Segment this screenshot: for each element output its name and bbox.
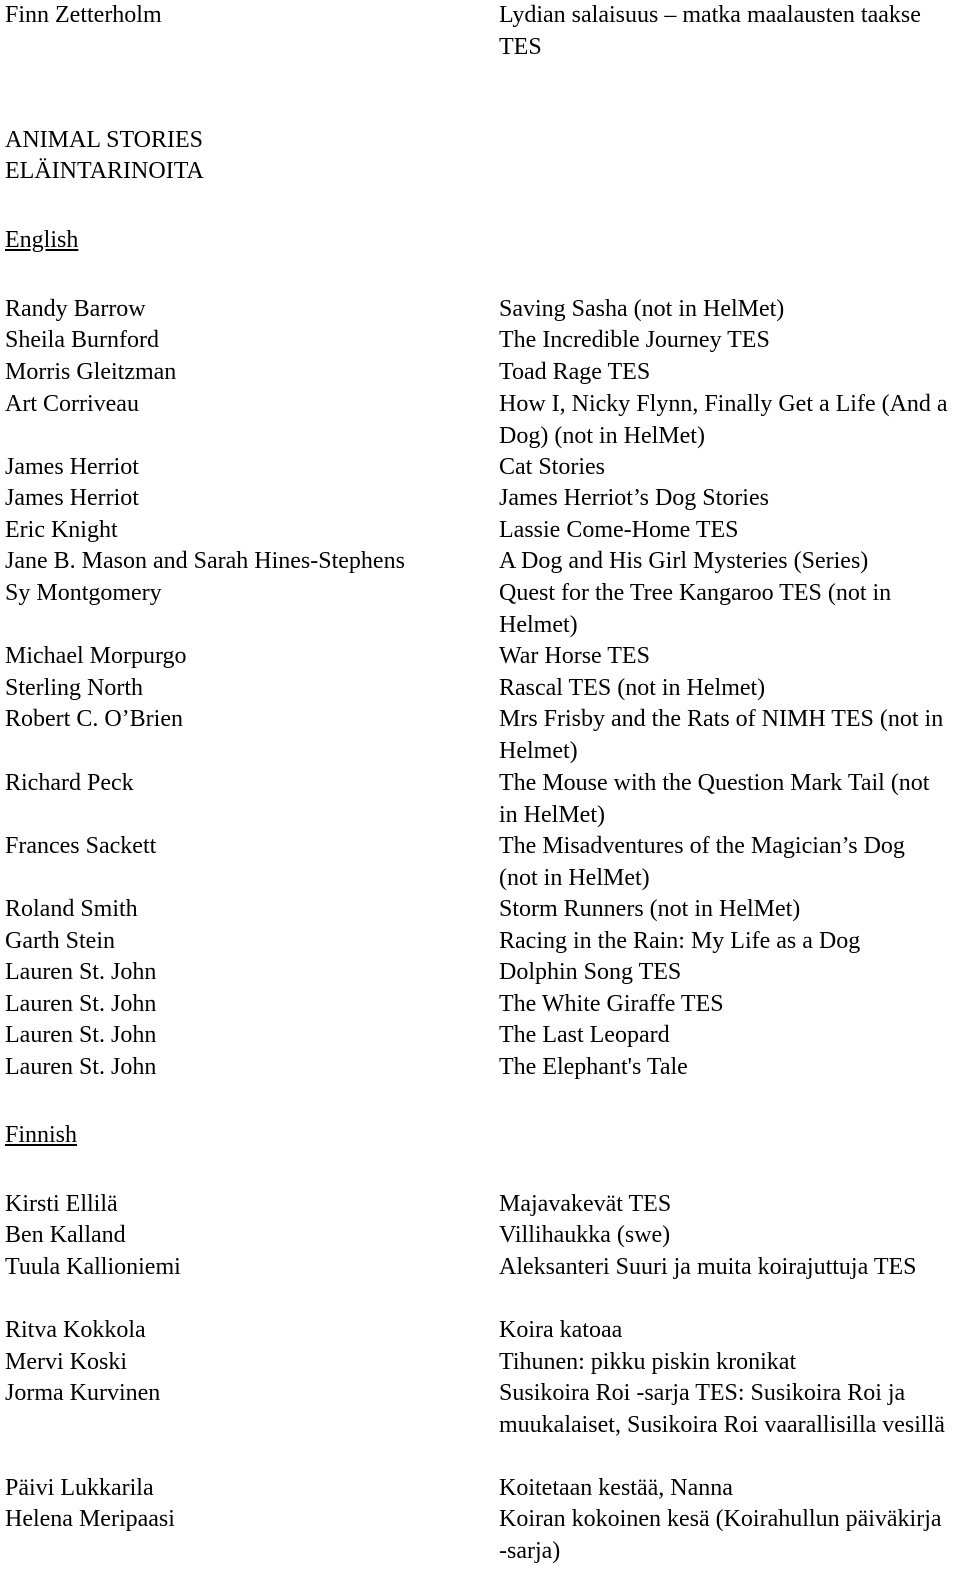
book-title: The Elephant's Tale [499,1054,688,1080]
book-title: A Dog and His Girl Mysteries (Series) [499,548,869,574]
author-name: Art Corriveau [5,391,139,417]
author-name: Mervi Koski [5,1349,127,1375]
book-title: Koitetaan kestää, Nanna [499,1475,733,1501]
book-title: The Misadventures of the Magician’s Dog (not in HelMet) [499,833,905,891]
author-name: James Herriot [5,454,139,480]
author-name: Ritva Kokkola [5,1317,146,1343]
section-heading: ANIMAL STORIES [5,127,204,153]
book-title: The Incredible Journey TES [499,327,770,353]
author-name: James Herriot [5,485,139,511]
author-name: Jorma Kurvinen [5,1380,161,1406]
author-name: Garth Stein [5,928,115,954]
book-title: Quest for the Tree Kangaroo TES (not in Helmet) [499,580,892,638]
author-name: Sy Montgomery [5,580,162,606]
author-name: Sheila Burnford [5,327,159,353]
section-heading-finnish: ELÄINTARINOITA [5,158,204,184]
author-name: Richard Peck [5,770,134,796]
book-title: Susikoira Roi -sarja TES: Susikoira Roi ja muukalaiset, Susikoira Roi vaarallisilla vesillä [499,1380,945,1438]
book-title: Majavakevät TES [499,1191,672,1217]
author-name: Jane B. Mason and Sarah Hines-Stephens [5,548,405,574]
author-name: Tuula Kallioniemi [5,1254,181,1280]
author-name: Finn Zetterholm [5,2,162,28]
book-title: Rascal TES (not in Helmet) [499,675,766,701]
author-name: Randy Barrow [5,296,146,322]
book-title: Storm Runners (not in HelMet) [499,896,801,922]
author-name: Michael Morpurgo [5,643,187,669]
book-title: The Last Leopard [499,1022,670,1048]
book-title: Cat Stories [499,454,605,480]
book-title: Dolphin Song TES [499,959,682,985]
author-name: Robert C. O’Brien [5,706,183,732]
book-title: Lassie Come-Home TES [499,517,739,543]
book-title: Villihaukka (swe) [499,1222,671,1248]
author-name: Frances Sackett [5,833,157,859]
author-name: Lauren St. John [5,1054,157,1080]
author-name: Lauren St. John [5,959,157,985]
book-title: War Horse TES [499,643,650,669]
author-name: Ben Kalland [5,1222,126,1248]
book-title: Koira katoaa [499,1317,623,1343]
book-title: Lydian salaisuus – matka maalausten taakse TES [499,2,921,60]
book-title: Tihunen: pikku piskin kronikat [499,1349,797,1375]
author-name: Päivi Lukkarila [5,1475,154,1501]
subheading-finnish: Finnish [5,1122,78,1148]
author-name: Helena Meripaasi [5,1506,175,1532]
book-title: Koiran kokoinen kesä (Koirahullun päiväkirja -sarja) [499,1506,942,1564]
book-title: Toad Rage TES [499,359,651,385]
book-title: Aleksanteri Suuri ja muita koirajuttuja TES [499,1254,917,1280]
author-name: Lauren St. John [5,1022,157,1048]
author-name: Roland Smith [5,896,138,922]
book-title: The White Giraffe TES [499,991,724,1017]
book-title: Racing in the Rain: My Life as a Dog [499,928,861,954]
book-title: Saving Sasha (not in HelMet) [499,296,785,322]
author-name: Morris Gleitzman [5,359,177,385]
subheading-english: English [5,227,79,253]
author-name: Kirsti Ellilä [5,1191,118,1217]
book-title: The Mouse with the Question Mark Tail (not in HelMet) [499,770,930,828]
book-title: Mrs Frisby and the Rats of NIMH TES (not in Helmet) [499,706,944,764]
author-name: Eric Knight [5,517,118,543]
book-title: How I, Nicky Flynn, Finally Get a Life (And a Dog) (not in HelMet) [499,391,948,449]
author-name: Lauren St. John [5,991,157,1017]
book-title: James Herriot’s Dog Stories [499,485,769,511]
author-name: Sterling North [5,675,143,701]
